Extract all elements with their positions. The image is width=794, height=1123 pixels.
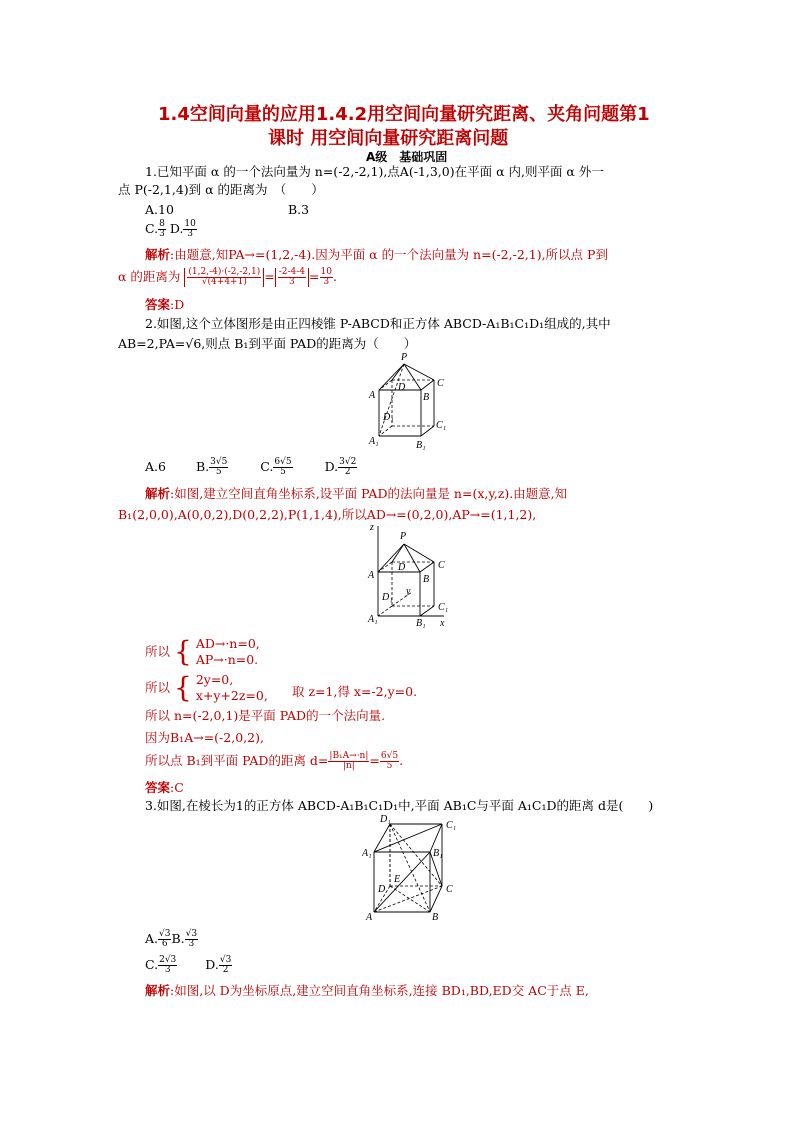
fig3-label-c1: C₁ [446,820,457,831]
fig3-label-a: A [366,912,373,923]
fig3-label-d1: D₁ [380,814,391,825]
q2-normal-vector: 所以 n=(-2,0,1)是平面 PAD的一个法向量. [145,708,386,723]
fig1-label-c: C [437,378,444,389]
q1-solution-line1: 解析:由题意,知PA→=(1,2,-4).因为平面 α 的一个法向量为 n=(-2,-2,1),所以点 P到 [145,247,608,262]
fig2-label-d: D [398,562,406,573]
fig1-label-d: D [398,382,406,393]
section-heading: A级 基础巩固 [366,150,448,164]
q1-option-b: B.3 [288,202,310,217]
q1-stem-line1: 1.已知平面 α 的一个法向量为 n=(-2,-2,1),点A(-1,3,0)在平面 α 内,则平面 α 外一 [145,164,604,179]
page-title-line2: 课时 用空间向量研究距离问题 [268,128,509,149]
figure-coordinate-pyramid-cube [362,520,462,628]
fig3-label-b: B [432,912,439,923]
fig2-label-c1: C₁ [438,602,449,613]
fig2-label-c: C [438,560,445,571]
q2-system2-result: 取 z=1,得 x=-2,y=0. [292,684,418,699]
figure-cube [362,812,462,924]
fig2-label-y: y [406,586,411,597]
q1-solution-line2: α 的距离为 $\frac{(1,2,-4)\cdot(-2,-2,1)}{√(4+4+1)}$ = $\frac{-2-4-4}{3}$ = $\frac{10}{3}$ . [118,267,337,287]
fig1-label-p: P [401,352,408,363]
q2-stem-line1: 2.如图,这个立体图形是由正四棱锥 P-ABCD和正方体 ABCD-A₁B₁C₁D₁组成的,其中 [145,316,611,331]
q2-solution-line2: B₁(2,0,0),A(0,0,2),D(0,2,2),P(1,1,4),所以AD→=(0,2,0),AP→=(1,1,2), [118,507,537,522]
fig1-label-c1: C₁ [436,420,447,431]
q1-option-a: A.10 [145,202,174,217]
fig2-label-a1: A₁ [368,614,378,625]
fig3-label-a1: A₁ [362,848,372,859]
fig2-label-x: x [440,618,445,628]
q1-options-cd: C. $\frac{8}{3}$ D. $\frac{10}{3}$ [145,219,196,239]
fig1-label-a: A [369,390,376,401]
q3-options-ab: A. $\frac{√3}{6}$ B. $\frac{√3}{3}$ [145,929,198,949]
page-title-line1: 1.4空间向量的应用1.4.2用空间向量研究距离、夹角问题第1 [158,104,650,125]
q2-b1a-vector: 因为B₁A→=(-2,0,2), [145,730,264,745]
fig1-label-b1: B₁ [416,440,426,450]
q2-system1: 所以 { AD→·n=0, AP→·n=0. [145,635,260,668]
fig2-label-b1: B₁ [416,618,426,628]
fig1-label-a1: A₁ [369,436,379,447]
q3-stem: 3.如图,在棱长为1的正方体 ABCD-A₁B₁C₁D₁中,平面 AB₁C与平面 A₁C₁D的距离 d是( ) [145,798,654,813]
fig3-label-e: E [394,874,401,885]
fig3-label-d: D [378,884,386,895]
q3-options-cd: C. $\frac{2√3}{3}$ D. $\frac{√3}{2}$ [145,955,232,975]
q2-system2: 所以 { 2y=0, x+y+2z=0, [145,671,268,704]
q2-distance: 所以点 B₁到平面 PAD的距离 d= $\frac{\text{|B₁A→·n|}}{|n|}$ = $\frac{6√5}{5}$ . [145,751,404,771]
fig1-label-d1: D₁ [383,412,394,423]
fig2-label-z: z [370,522,374,533]
q2-options: A.6 B. $\frac{3√5}{5}$ C. $\frac{6√5}{5}$ D. $\frac{3√2}{2}$ [145,457,357,477]
fig2-label-b: B [423,574,430,585]
fig3-label-c: C [446,884,453,895]
fig1-label-b: B [423,392,430,403]
q2-solution-line1: 解析:如图,建立空间直角坐标系,设平面 PAD的法向量是 n=(x,y,z).由题意,知 [145,486,568,501]
q2-stem-line2: AB=2,PA=√6,则点 B₁到平面 PAD的距离为（ ） [118,336,417,351]
q1-answer: 答案:D [145,297,185,312]
fig2-label-a: A [368,570,375,581]
figure-pyramid-cube [366,350,456,450]
q2-answer: 答案:C [145,780,184,795]
q1-stem-line2: 点 P(-2,1,4)到 α 的距离为 （ ） [118,182,324,197]
q3-solution-line1: 解析:如图,以 D为坐标原点,建立空间直角坐标系,连接 BD₁,BD,ED交 AC于点 E, [145,983,589,998]
fig3-label-b1: B₁ [433,848,443,859]
fig2-label-p: P [400,531,407,542]
fig2-label-d1: D₁ [382,592,393,603]
